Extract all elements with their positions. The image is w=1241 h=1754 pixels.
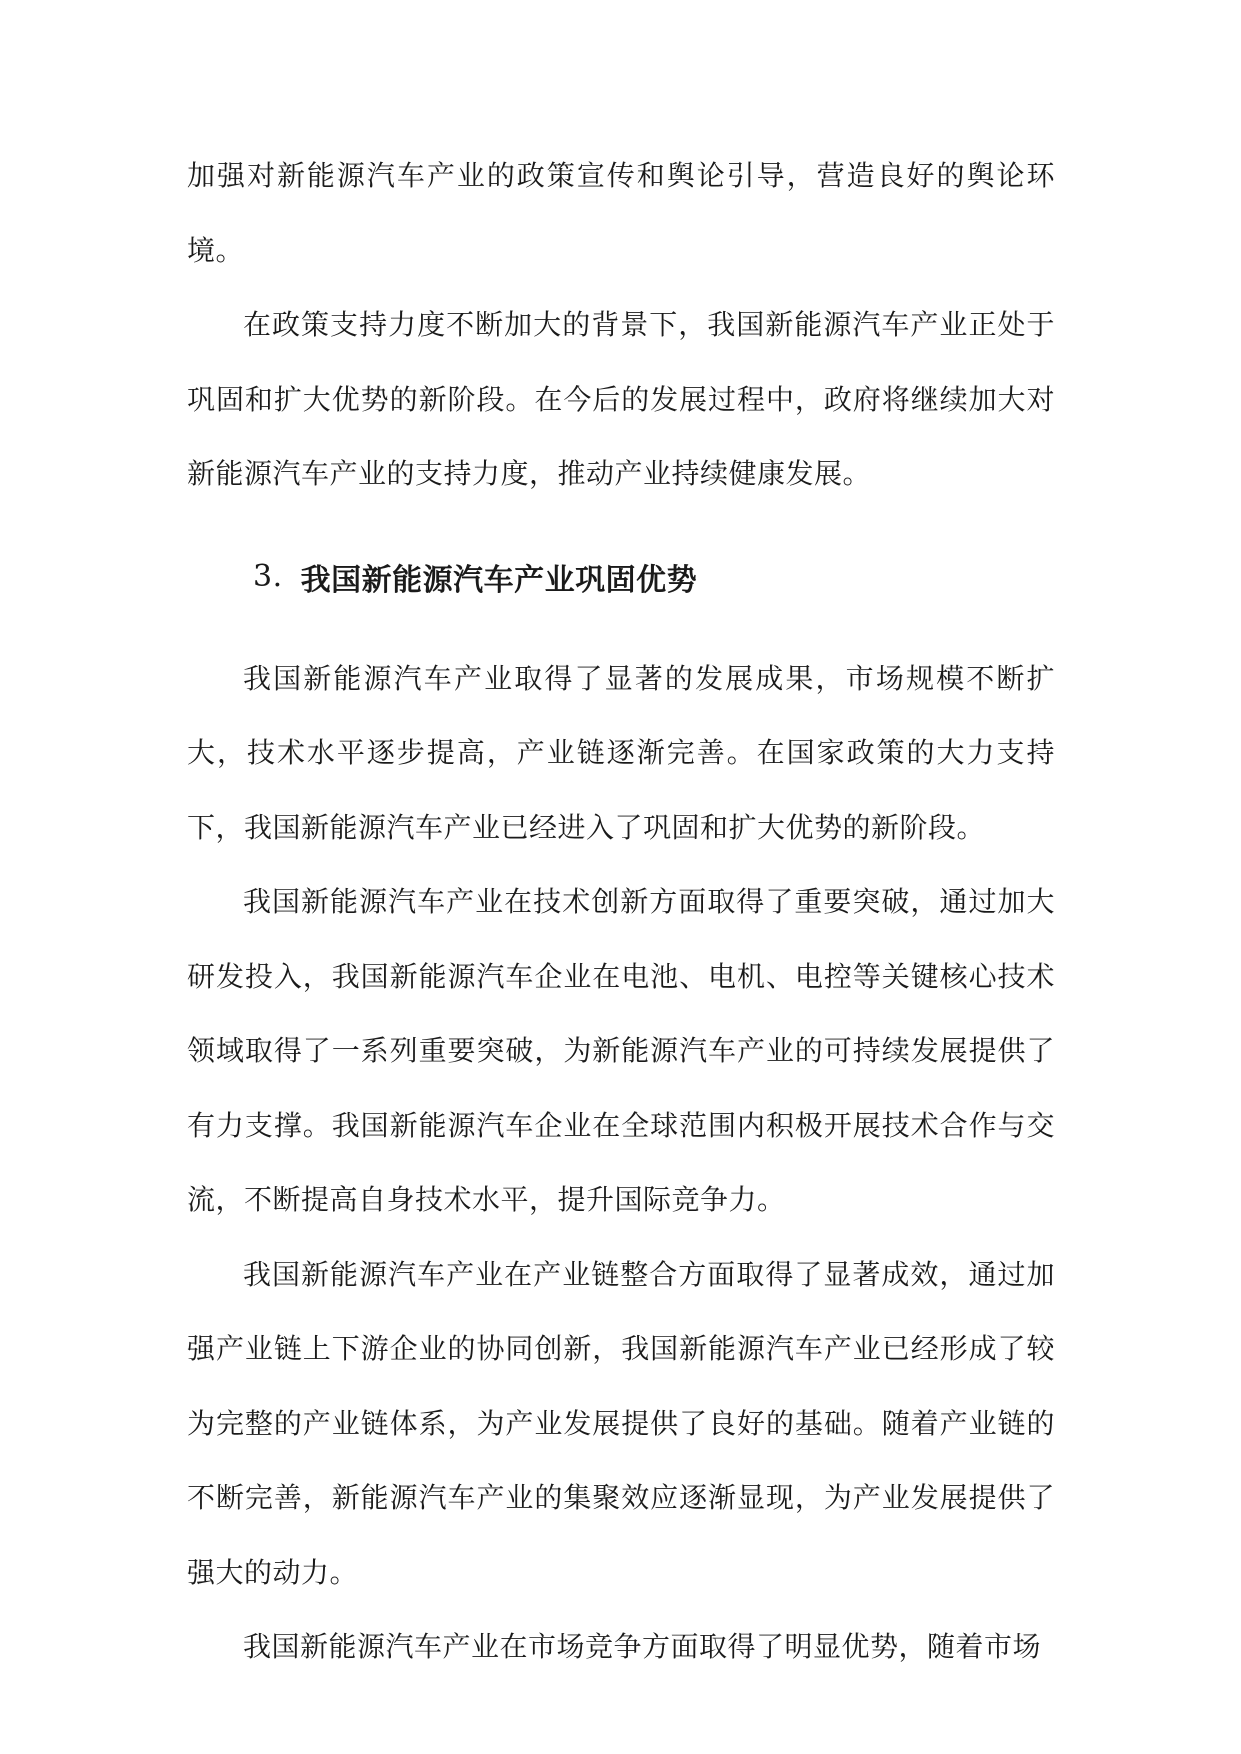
paragraph-market-competition: 我国新能源汽车产业在市场竞争方面取得了明显优势，随着市场 bbox=[243, 1630, 1042, 1663]
paragraph-policy-support: 在政策支持力度不断加大的背景下，我国新能源汽车产业正处于巩固和扩大优势的新阶段。在今后的发展过程中，政府将继续加大对新能源汽车产业的支持力度，推动产业持续健康发展。 bbox=[187, 308, 1055, 490]
section-heading bbox=[187, 512, 1055, 642]
paragraph-achievements: 我国新能源汽车产业取得了显著的发展成果，市场规模不断扩大，技术水平逐步提高，产业链逐渐完善。在国家政策的大力支持下，我国新能源汽车产业已经进入了巩固和扩大优势的新阶段。 bbox=[187, 661, 1055, 844]
paragraph-continuation: 加强对新能源汽车产业的政策宣传和舆论引导，营造良好的舆论环境。 bbox=[187, 159, 1055, 267]
document-body bbox=[187, 139, 1055, 1685]
section-number: 3. bbox=[253, 559, 283, 594]
paragraph-technology-innovation: 我国新能源汽车产业在技术创新方面取得了重要突破，通过加大研发投入，我国新能源汽车企业在电池、电机、电控等关键核心技术领域取得了一系列重要突破，为新能源汽车产业的可持续发展提供了有力支撑。我国新能源汽车企业在全球范围内积极开展技术合作与交流，不断提高自身技术水平，提升国际竞争力。 bbox=[187, 885, 1055, 1216]
paragraph-industry-chain: 我国新能源汽车产业在产业链整合方面取得了显著成效，通过加强产业链上下游企业的协同创新，我国新能源汽车产业已经形成了较为完整的产业链体系，为产业发展提供了良好的基础。随着产业链的不断完善，新能源汽车产业的集聚效应逐渐显现，为产业发展提供了强大的动力。 bbox=[187, 1257, 1055, 1589]
section-title: 我国新能源汽车产业巩固优势 bbox=[300, 562, 698, 598]
